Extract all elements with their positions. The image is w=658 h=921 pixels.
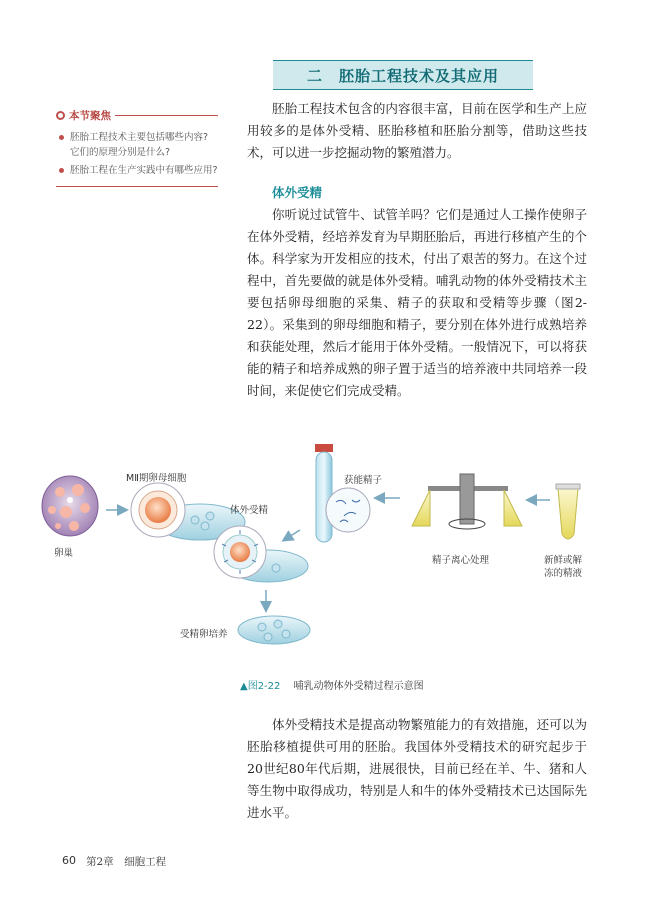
label-centrifuge: 精子离心处理 [432,555,490,566]
label-ovary: 卵巢 [54,548,74,559]
divider [56,186,218,187]
ivf-figure [0,430,658,700]
body-paragraph: 你听说过试管牛、试管羊吗？它们是通过人工操作使卵子在体外受精，经培养发育为早期胚胎后，再进行移植产生的个体。科学家为开发相应的技术，付出了艰苦的努力。在这个过程中，首先要做的就是体外受精。哺乳动物的体外受精技术主要包括卵母细胞的采集、精子的获取和受精等步骤（图2-22）。采集到的卵母细胞和精子，要分别在体外进行成熟培养和获能处理，然后才能用于体外受精。一般情况下，可以将获能的精子和培养成熟的卵子置于适当的培养液中共同培养一段时间，来促使它们完成受精。 [247,207,587,398]
label-semen-line1: 新鲜或解 [544,555,583,566]
centrifuge-illustration [412,474,522,529]
test-tube-illustration [315,444,370,542]
focus-list [56,130,218,178]
label-ivf: 体外受精 [230,505,269,516]
divider [115,115,218,116]
chapter-title: 第2章 细胞工程 [86,856,167,868]
subheading: 体外受精 [272,185,323,200]
caption-number: ▲图2-22 [240,681,281,692]
culture-dish-illustration [238,616,310,644]
intro-paragraph: 胚胎工程技术包含的内容很丰富，目前在医学和生产上应用较多的是体外受精、胚胎移植和胚胎分割等，借助这些技术，可以进一步挖掘动物的繁殖潜力。 [247,101,587,160]
page-footer [62,854,166,869]
label-semen-line2: 冻的精液 [544,568,583,579]
page-number: 60 [62,854,76,867]
focus-title-row [56,106,218,124]
caption-text: 哺乳动物体外受精过程示意图 [293,681,424,692]
body-paragraph: 体外受精技术是提高动物繁殖能力的有效措施，还可以为胚胎移植提供可用的胚胎。我国体外受精技术的研究起步于20世纪80年代后期，进展很快，目前已经在羊、牛、猪和人等生物中取得成功，特别是人和牛的体外受精技术已达国际先进水平。 [247,717,587,820]
section-focus-box [56,106,218,187]
figure-caption [240,677,424,692]
label-capacitated-sperm: 获能精子 [344,475,383,486]
semen-tube-illustration [556,484,580,539]
focus-item: 胚胎工程在生产实践中有哪些应用? [56,163,218,178]
label-culture: 受精卵培养 [180,629,228,640]
ovary-illustration [42,476,98,536]
arrow [284,530,300,540]
label-oocyte: MⅡ期卵母细胞 [126,473,187,484]
bullet-circle-icon [56,111,65,120]
focus-item: 胚胎工程技术主要包括哪些内容? 它们的原理分别是什么? [56,130,218,160]
focus-title: 本节聚焦 [69,109,111,122]
section-title: 二 胚胎工程技术及其应用 [273,60,533,90]
